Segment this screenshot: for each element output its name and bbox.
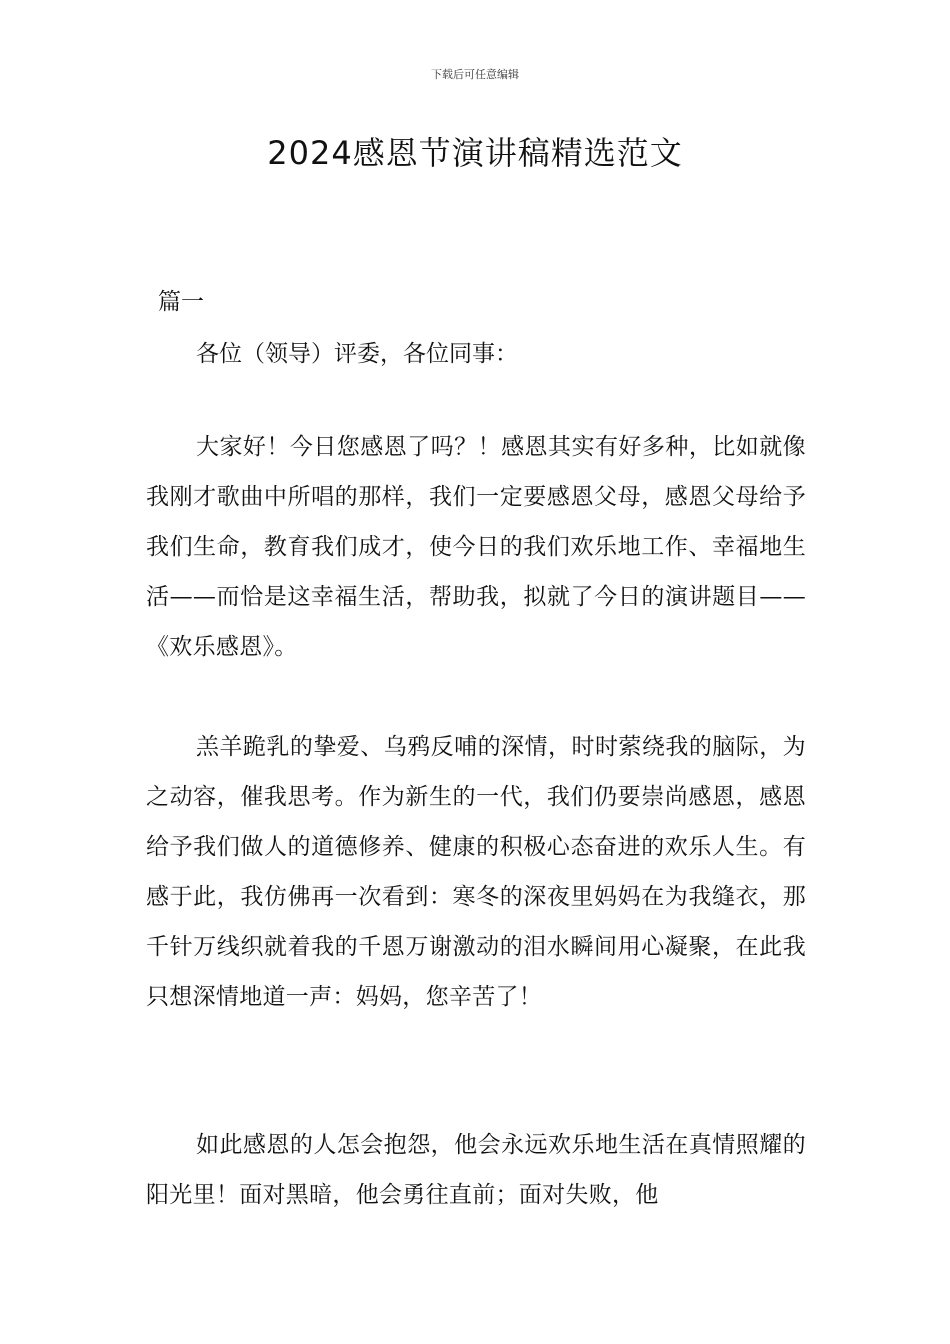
page-header-note: 下载后可任意编辑 [431, 68, 519, 81]
section-label: 篇一 [158, 289, 204, 315]
salutation: 各位（领导）评委，各位同事： [196, 341, 518, 367]
document-title: 2024感恩节演讲稿精选范文 [267, 134, 683, 172]
paragraph-3: 如此感恩的人怎会抱怨，他会永远欢乐地生活在真情照耀的阳光里！面对黑暗，他会勇往直前；面对失败，他 [146, 1132, 806, 1208]
paragraph-2: 羔羊跪乳的挚爱、乌鸦反哺的深情，时时萦绕我的脑际，为之动容，催我思考。作为新生的一代，我们仍要崇尚感恩，感恩给予我们做人的道德修养、健康的积极心态奋进的欢乐人生。有感于此，我仿佛再一次看到：寒冬的深夜里妈妈在为我缝衣，那千针万线织就着我的千恩万谢激动的泪水瞬间用心凝聚，在此我只想深情地道一声：妈妈，您辛苦了！ [146, 734, 806, 1010]
paragraph-1: 大家好！今日您感恩了吗？！感恩其实有好多种，比如就像我刚才歌曲中所唱的那样，我们一定要感恩父母，感恩父母给予我们生命，教育我们成才，使今日的我们欢乐地工作、幸福地生活——而恰是这幸福生活，帮助我，拟就了今日的演讲题目——《欢乐感恩》。 [146, 434, 806, 660]
